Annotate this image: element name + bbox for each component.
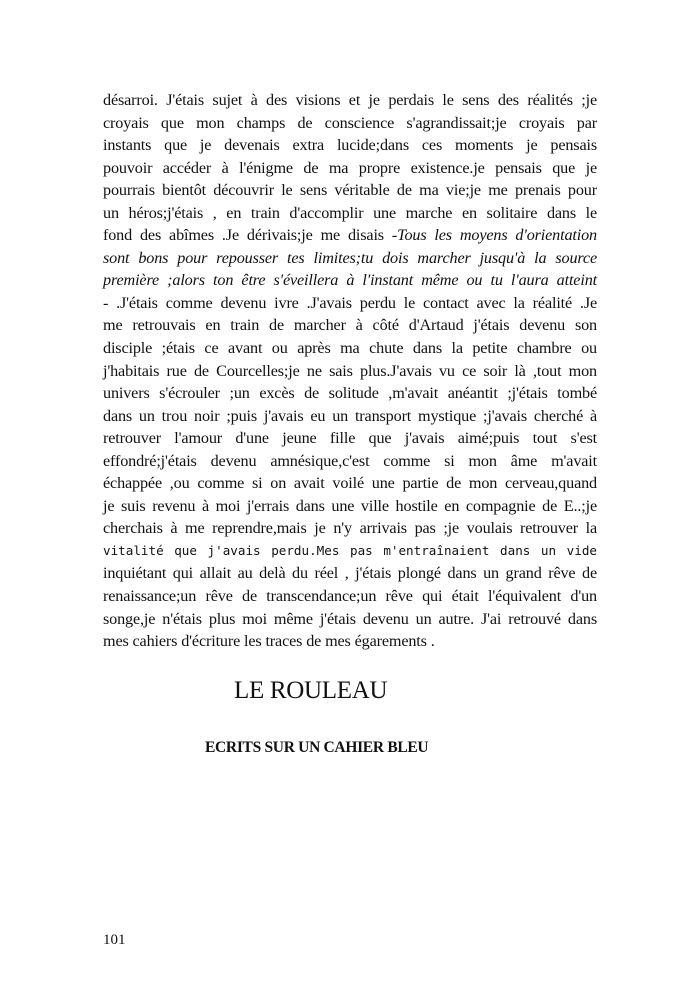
text-line: inquiétant qui allait au delà du réel , j'étais plongé dans un grand rêve de xyxy=(103,564,597,583)
text-line-italic: sont bons pour repousser tes limites;tu dois marcher jusqu'à la source xyxy=(103,248,597,267)
text-line: me retrouvais en train de marcher à côté d'Artaud j'étais devenu son xyxy=(103,316,597,335)
text-line: songe,je n'étais plus moi même j'étais devenu un autre. J'ai retrouvé dans xyxy=(103,609,597,628)
text-line-mixed xyxy=(103,224,597,247)
text-line: échappée ,ou comme si on avait voilé une partie de mon cerveau,quand xyxy=(103,474,597,493)
text-line: pourrais bientôt découvrir le sens véritable de ma vie;je me prenais pour xyxy=(103,181,597,200)
text-line: croyais que mon champs de conscience s'agrandissait;je croyais par xyxy=(103,113,597,132)
text-line: un héros;j'étais , en train d'accomplir une marche en solitaire dans le xyxy=(103,203,597,222)
chapter-title: LE ROULEAU xyxy=(234,677,388,704)
text-line: renaissance;un rêve de transcendance;un rêve qui était l'équivalent d'un xyxy=(103,587,597,606)
text-line: cherchais à me reprendre,mais je n'y arrivais pas ;je voulais retrouver la xyxy=(103,519,597,538)
body-text xyxy=(103,89,597,653)
text-line: dans un trou noir ;puis j'avais eu un transport mystique ;j'avais cherché à xyxy=(103,406,597,425)
text-line: j'habitais rue de Courcelles;je ne sais plus.J'avais vu ce soir là ,tout mon xyxy=(103,361,597,380)
text-line: pouvoir accéder à l'énigme de ma propre existence.je pensais que je xyxy=(103,158,597,177)
text-line-monospace: vitalité que j'avais perdu.Mes pas m'entraînaient dans un vide xyxy=(103,542,597,558)
italic-segment: Tous les moyens d'orientation xyxy=(397,226,597,245)
chapter-subtitle: ECRITS SUR UN CAHIER BLEU xyxy=(205,739,429,756)
text-line: désarroi. J'étais sujet à des visions et je perdais le sens des réalités ;je xyxy=(103,91,597,109)
text-segment: fond des abîmes .Je dérivais;je me disais - xyxy=(103,226,398,245)
text-line: disciple ;étais ce avant ou après ma chute dans la petite chambre ou xyxy=(103,339,597,358)
text-line: instants que je devenais extra lucide;dans ces moments je pensais xyxy=(103,136,597,155)
text-line: effondré;j'étais devenu amnésique,c'est comme si mon âme m'avait xyxy=(103,451,597,470)
text-line-italic: première ;alors ton être s'éveillera à l'instant même ou tu l'aura atteint xyxy=(103,271,597,290)
text-line: - .J'étais comme devenu ivre .J'avais perdu le contact avec la réalité .Je xyxy=(103,293,597,312)
text-line: univers s'écrouler ;un excès de solitude ,m'avait anéantit ;j'étais tombé xyxy=(103,384,597,403)
text-line: je suis revenu à moi j'errais dans une ville hostile en compagnie de E..;je xyxy=(103,496,597,515)
text-line: retrouver l'amour d'une jeune fille que j'avais aimé;puis tout s'est xyxy=(103,429,597,448)
page-number: 101 xyxy=(103,932,126,948)
text-line: mes cahiers d'écriture les traces de mes égarements . xyxy=(103,632,435,651)
